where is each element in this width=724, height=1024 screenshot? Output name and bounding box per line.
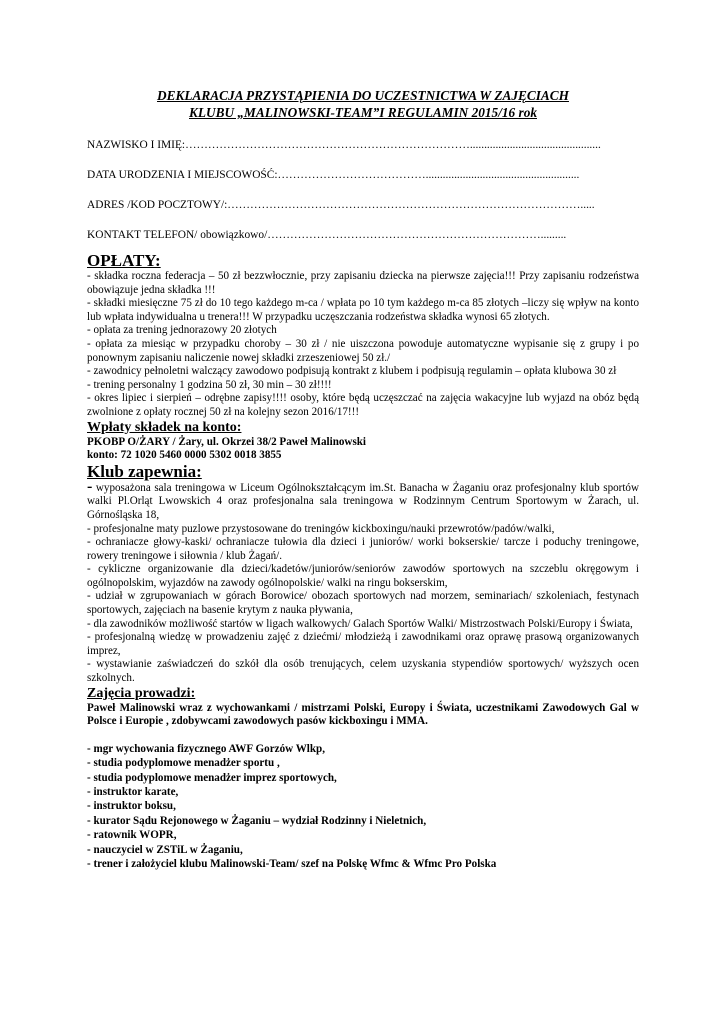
club-item-2: - profesjonalne maty puzlowe przystosowane do treningów kickboxingu/nauki przewrotów/padów/walki, xyxy=(87,522,555,535)
instructor-intro: Paweł Malinowski wraz z wychowankami / mistrzami Polski, Europy i Świata, uczestnikami Zawodowych Gal w Polsce i Europie , zdobywcami zawodowych pasów kickboxingu i MMA. xyxy=(87,701,639,728)
club-item-4: - cykliczne organizowanie dla dzieci/kadetów/juniorów/seniorów zawodów sportowych na szczeblu okręgowym i ogólnopolskim, wyjazdów na zawody ogólnopolskie/ walki na ringu bokserskim, xyxy=(87,563,639,589)
qualification-item-4: - instruktor karate, xyxy=(87,786,179,799)
qualification-item-9: - trener i założyciel klubu Malinowski-Team/ szef na Polskę Wfmc & Wfmc Pro Polska xyxy=(87,858,497,871)
fees-heading: OPŁATY: xyxy=(87,251,161,270)
club-provides-heading: Klub zapewnia: xyxy=(87,461,202,481)
club-item-6: - dla zawodników możliwość startów w ligach walkowych/ Galach Sportów Walki/ Mistrzostwach Polski/Europy i Świata, xyxy=(87,617,633,630)
club-item-1-text: wyposażona sala treningowa w Liceum Ogólnokształcącym im.St. Banacha w Żaganiu oraz profesjonalny klub sportów walki Pl.Orląt Lwowskich 4 oraz profesjonalna sala treningowa w Rodzinnym Centrum Sportowym w Żarach, ul. Górnośląska 18, xyxy=(87,481,639,521)
qualification-item-1: - mgr wychowania fizycznego AWF Gorzów Wlkp, xyxy=(87,742,325,755)
fee-item-6: - trening personalny 1 godzina 50 zł, 30 min – 30 zł!!!! xyxy=(87,378,332,391)
title-line-1: DEKLARACJA PRZYSTĄPIENIA DO UCZESTNICTWA W ZAJĘCIACH xyxy=(157,88,569,103)
fee-item-3: - opłata za trening jednorazowy 20 złotych xyxy=(87,324,277,337)
name-field: NAZWISKO I IMIĘ:………………………………………………………………….............................................. xyxy=(87,139,601,151)
qualification-item-8: - nauczyciel w ZSTiL w Żaganiu, xyxy=(87,843,243,856)
bank-account: konto: 72 1020 5460 0000 5302 0018 3855 xyxy=(87,449,282,462)
qualification-item-2: - studia podyplomowe menadżer sportu , xyxy=(87,757,280,770)
qualification-item-3: - studia podyplomowe menadżer imprez sportowych, xyxy=(87,771,337,784)
qualification-item-5: - instruktor boksu, xyxy=(87,800,176,813)
address-field: ADRES /KOD POCZTOWY/:…………………………………………………………………………………..... xyxy=(87,199,595,211)
qualification-item-7: - ratownik WOPR, xyxy=(87,829,177,842)
birth-field: DATA URODZENIA I MIEJSCOWOŚĆ:…………………………………...................................................... xyxy=(87,169,580,181)
club-item-5: - udział w zgrupowaniach w górach Borowice/ obozach sportowych nad morzem, seminariach/ szkoleniach, festynach sportowych, zajęciach na basenie krytym z nauka pływania, xyxy=(87,590,639,617)
qualification-item-6: - kurator Sądu Rejonowego w Żaganiu – wydział Rodzinny i Nieletnich, xyxy=(87,814,427,827)
document-title xyxy=(87,87,639,121)
phone-field: KONTAKT TELEFON/ obowiązkowo/………………………………………………………………......... xyxy=(87,229,567,241)
club-item-8: - wystawianie zaświadczeń do szkół dla osób trenujących, celem uzyskania stypendiów sportowych/ wyższych ocen szkolnych. xyxy=(87,658,639,685)
fee-item-7: - okres lipiec i sierpień – odrębne zapisy!!!! osoby, które będą uczęszczać na zajęcia wakacyjne lub wyjazd na obóz będą zwolnione z opłaty rocznej 50 zł na kolejny sezon 2016/17!!! xyxy=(87,392,639,418)
club-item-3: - ochraniacze głowy-kaski/ ochraniacze tułowia dla dzieci i juniorów/ worki bokserskie/ tarcze i poduchy treningowe, rowery treningowe i siłownia / klub Żagań/. xyxy=(87,536,639,562)
payments-heading: Wpłaty składek na konto: xyxy=(87,419,242,435)
fee-item-1: - składka roczna federacja – 50 zł bezzwłocznie, przy zapisaniu dziecka na pierwsze zajęcia!!! Przy zapisaniu rodzeństwa obowiązuje jedna składka !!! xyxy=(87,270,639,296)
fee-item-4: - opłata za miesiąc w przypadku choroby – 30 zł / nie uiszczona powoduje automatyczne wypisanie się z grupy i po ponownym zapisaniu naliczenie nowej składki zrzeszeniowej 50 zł./ xyxy=(87,337,639,364)
title-line-2: KLUBU „MALINOWSKI-TEAM”I REGULAMIN 2015/16 rok xyxy=(189,105,537,120)
club-item-1-dash: - xyxy=(87,477,93,495)
bank-address: PKOBP O/ŻARY / Żary, ul. Okrzei 38/2 Paweł Malinowski xyxy=(87,435,367,448)
fee-item-2: - składki miesięczne 75 zł do 10 tego każdego m-ca / wpłata po 10 tym każdego m-ca 85 złotych –liczy się wpływ na konto lub wpłata indywidualna u trenera!!! W przypadku uczęszczania rodzeństwa składka wynosi 65 złotych. xyxy=(87,297,639,323)
club-item-1 xyxy=(87,477,639,523)
declaration-page xyxy=(87,87,639,871)
club-item-7: - profesjonalną wiedzę w prowadzeniu zajęć z dziećmi/ młodzieżą i zawodnikami oraz oprawę prasową organizowanych imprez, xyxy=(87,631,639,657)
fee-item-5: - zawodnicy pełnoletni walczący zawodowo podpisują kontrakt z klubem i podpisują regulamin – opłata klubowa 30 zł xyxy=(87,365,617,378)
instructor-heading: Zajęcia prowadzi: xyxy=(87,685,196,701)
